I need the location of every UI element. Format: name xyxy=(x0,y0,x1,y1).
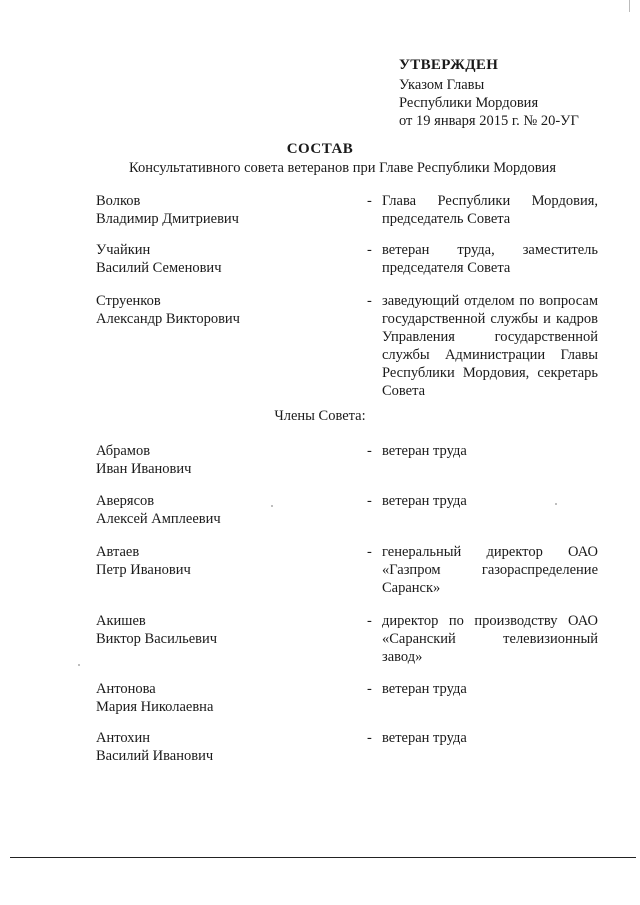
page-bottom-rule xyxy=(10,857,636,858)
person-role: генеральный директор ОАО «Газпром газораспределение Саранск» xyxy=(382,544,598,596)
person-name xyxy=(96,241,336,277)
person-surname: Учайкин xyxy=(96,242,151,258)
approval-line-2: Республики Мордовия xyxy=(399,95,539,111)
person-name xyxy=(96,492,336,528)
scan-speck xyxy=(271,505,273,507)
person-surname: Абрамов xyxy=(96,443,151,459)
scan-speck xyxy=(555,503,557,505)
document-heading xyxy=(0,140,640,177)
person-surname: Антохин xyxy=(96,730,151,746)
dash-separator: - xyxy=(367,544,372,560)
person-surname: Акишев xyxy=(96,613,146,629)
person-surname: Автаев xyxy=(96,544,140,560)
person-name xyxy=(96,442,336,478)
members-heading: Члены Совета: xyxy=(274,408,366,424)
dash-separator: - xyxy=(367,293,372,309)
person-surname: Аверясов xyxy=(96,493,155,509)
approval-title: УТВЕРЖДЕН xyxy=(399,57,499,73)
dash-separator: - xyxy=(367,681,372,697)
dash-separator: - xyxy=(367,613,372,629)
person-role: ветеран труда, заместитель председателя Совета xyxy=(382,242,598,276)
person-role: ветеран труда xyxy=(382,443,467,459)
person-name xyxy=(96,192,336,228)
person-role: ветеран труда xyxy=(382,730,467,746)
person-given-name: Виктор Васильевич xyxy=(96,631,218,647)
person-role: заведующий отделом по вопросам государственной службы и кадров Управления государственной службы Администрации Главы Республики Мордовия, секретарь Совета xyxy=(382,293,598,399)
dash-separator: - xyxy=(367,242,372,258)
dash-separator: - xyxy=(367,443,372,459)
person-name xyxy=(96,292,336,328)
person-name xyxy=(96,680,336,716)
person-given-name: Владимир Дмитриевич xyxy=(96,211,239,227)
person-role: ветеран труда xyxy=(382,493,467,509)
person-surname: Волков xyxy=(96,193,141,209)
person-role: Глава Республики Мордовия, председатель Совета xyxy=(382,193,598,227)
dash-separator: - xyxy=(367,730,372,746)
approval-line-3: от 19 января 2015 г. № 20-УГ xyxy=(399,113,579,129)
approval-stamp xyxy=(399,56,619,130)
person-role: директор по производству ОАО «Саранский телевизионный завод» xyxy=(382,613,598,665)
dash-separator: - xyxy=(367,193,372,209)
person-surname: Струенков xyxy=(96,293,161,309)
person-surname: Антонова xyxy=(96,681,156,697)
person-given-name: Василий Иванович xyxy=(96,748,214,764)
person-name xyxy=(96,729,336,765)
person-given-name: Мария Николаевна xyxy=(96,699,214,715)
person-given-name: Алексей Амплеевич xyxy=(96,511,221,527)
person-name xyxy=(96,612,336,648)
person-given-name: Василий Семенович xyxy=(96,260,222,276)
scan-speck xyxy=(78,664,80,666)
person-given-name: Петр Иванович xyxy=(96,562,191,578)
approval-line-1: Указом Главы xyxy=(399,77,485,93)
document-subtitle: Консультативного совета ветеранов при Главе Республики Мордовия xyxy=(129,160,556,176)
dash-separator: - xyxy=(367,493,372,509)
document-title: СОСТАВ xyxy=(286,141,354,157)
person-name xyxy=(96,543,336,579)
scan-edge-mark xyxy=(629,0,630,12)
person-role: ветеран труда xyxy=(382,681,467,697)
person-given-name: Иван Иванович xyxy=(96,461,192,477)
person-given-name: Александр Викторович xyxy=(96,311,240,327)
